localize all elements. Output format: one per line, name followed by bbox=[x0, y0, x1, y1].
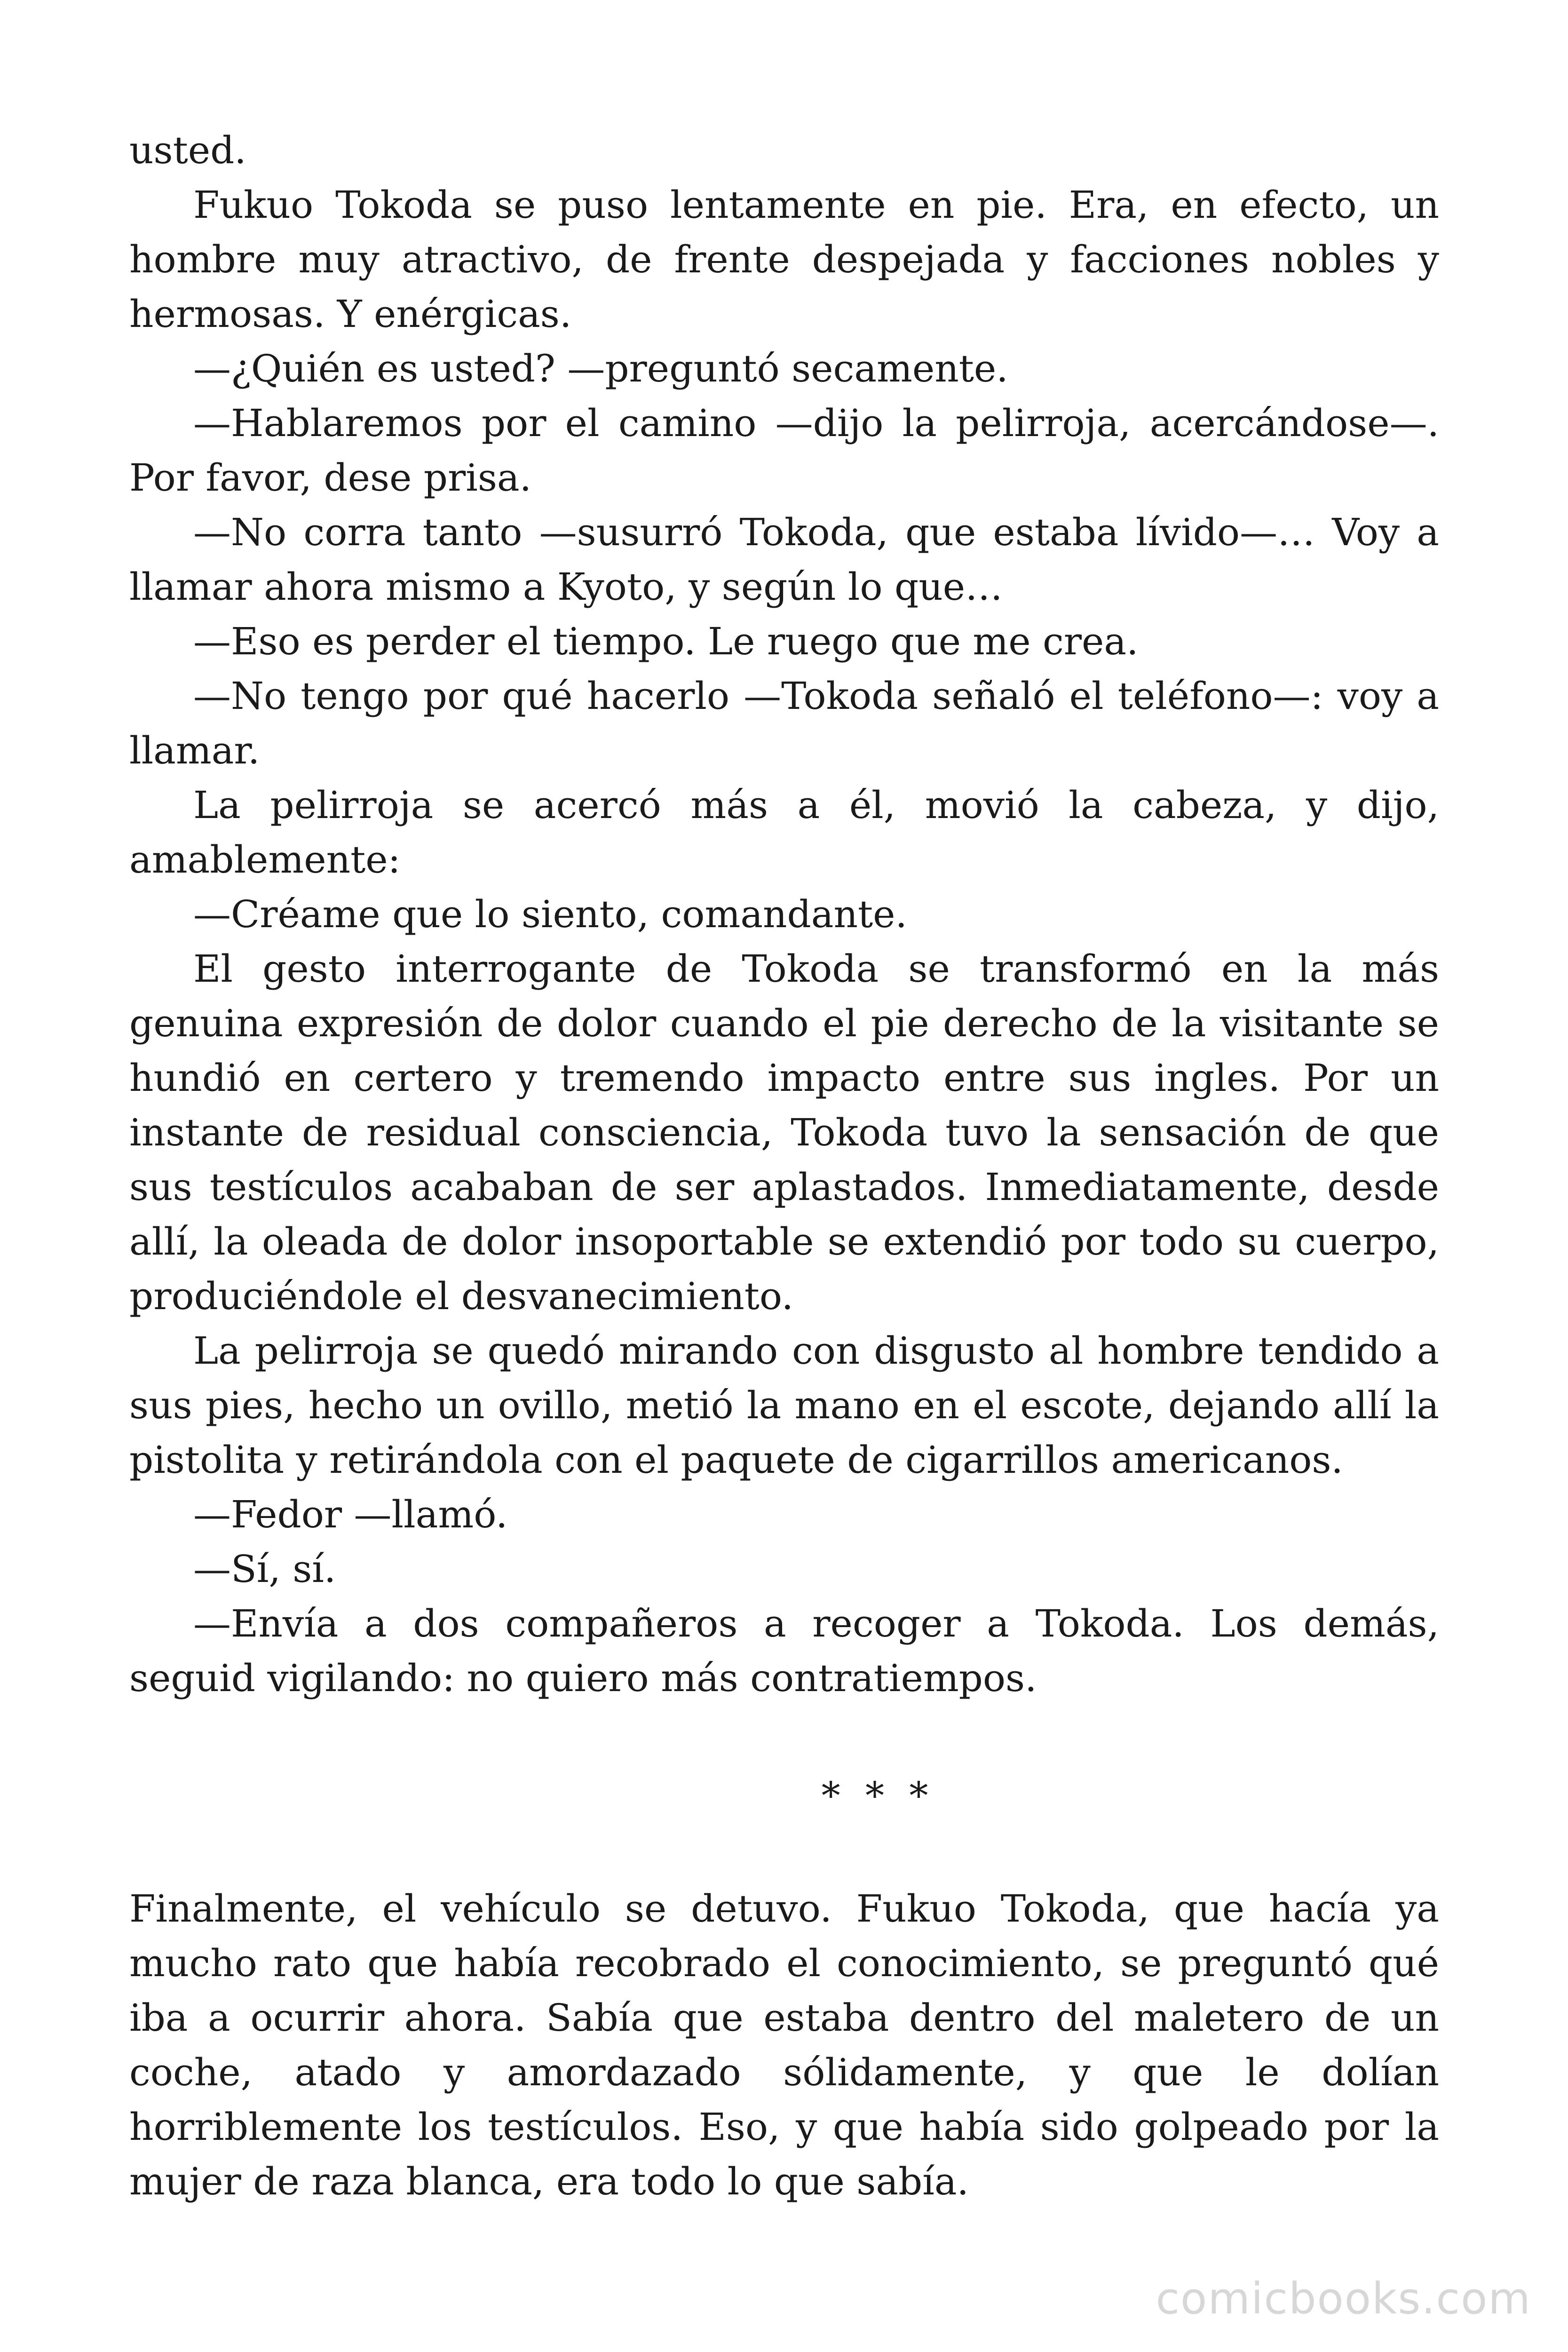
paragraph-7: —No tengo por qué hacerlo —Tokoda señaló el teléfono—: voy a llamar. bbox=[129, 674, 1439, 772]
paragraph-11: La pelirroja se quedó mirando con disgusto al hombre tendido a sus pies, hecho un ovillo, metió la mano en el escote, dejando allí la pistolita y retirándola con el paquete de cigarrillos americanos. bbox=[129, 1329, 1439, 1482]
text-section-2 bbox=[129, 1882, 1439, 2209]
paragraph-5: —No corra tanto —susurró Tokoda, que estaba lívido—… Voy a llamar ahora mismo a Kyoto, y según lo que… bbox=[129, 510, 1439, 609]
paragraph-3: —¿Quién es usted? —preguntó secamente. bbox=[193, 347, 1008, 390]
text-section-1 bbox=[129, 123, 1439, 1706]
paragraph-8: La pelirroja se acercó más a él, movió la cabeza, y dijo, amablemente: bbox=[129, 783, 1439, 882]
watermark-logo: comicbooks.com bbox=[1156, 2273, 1531, 2324]
paragraph-10: El gesto interrogante de Tokoda se transformó en la más genuina expresión de dolor cuando el pie derecho de la visitante se hundió en certero y tremendo impacto entre sus ingles. Por un instante de residual consciencia, Tokoda tuvo la sensación de que sus testículos acababan de ser aplastados. Inmediatamente, desde allí, la oleada de dolor insoportable se extendió por todo su cuerpo, produciéndole el desvanecimiento. bbox=[129, 947, 1439, 1318]
paragraph-6: —Eso es perder el tiempo. Le ruego que me crea. bbox=[193, 620, 1139, 663]
paragraph-13: —Sí, sí. bbox=[193, 1547, 336, 1591]
paragraph-15: Finalmente, el vehículo se detuvo. Fukuo Tokoda, que hacía ya mucho rato que había recobrado el conocimiento, se preguntó qué iba a ocurrir ahora. Sabía que estaba dentro del maletero de un coche, atado y amordazado sólidamente, y que le dolían horriblemente los testículos. Eso, y que había sido golpeado por la mujer de raza blanca, era todo lo que sabía. bbox=[129, 1887, 1439, 2203]
paragraph-2: Fukuo Tokoda se puso lentamente en pie. Era, en efecto, un hombre muy atractivo, de frente despejada y facciones nobles y hermosas. Y enérgicas. bbox=[129, 183, 1439, 336]
paragraph-12: —Fedor —llamó. bbox=[193, 1493, 508, 1536]
paragraph-1: usted. bbox=[129, 128, 246, 172]
paragraph-14: —Envía a dos compañeros a recoger a Tokoda. Los demás, seguid vigilando: no quiero más contratiempos. bbox=[129, 1602, 1439, 1700]
section-separator: * * * bbox=[821, 1774, 935, 1818]
paragraph-4: —Hablaremos por el camino —dijo la pelirroja, acercándose—. Por favor, dese prisa. bbox=[129, 401, 1439, 500]
paragraph-9: —Créame que lo siento, comandante. bbox=[193, 892, 907, 936]
